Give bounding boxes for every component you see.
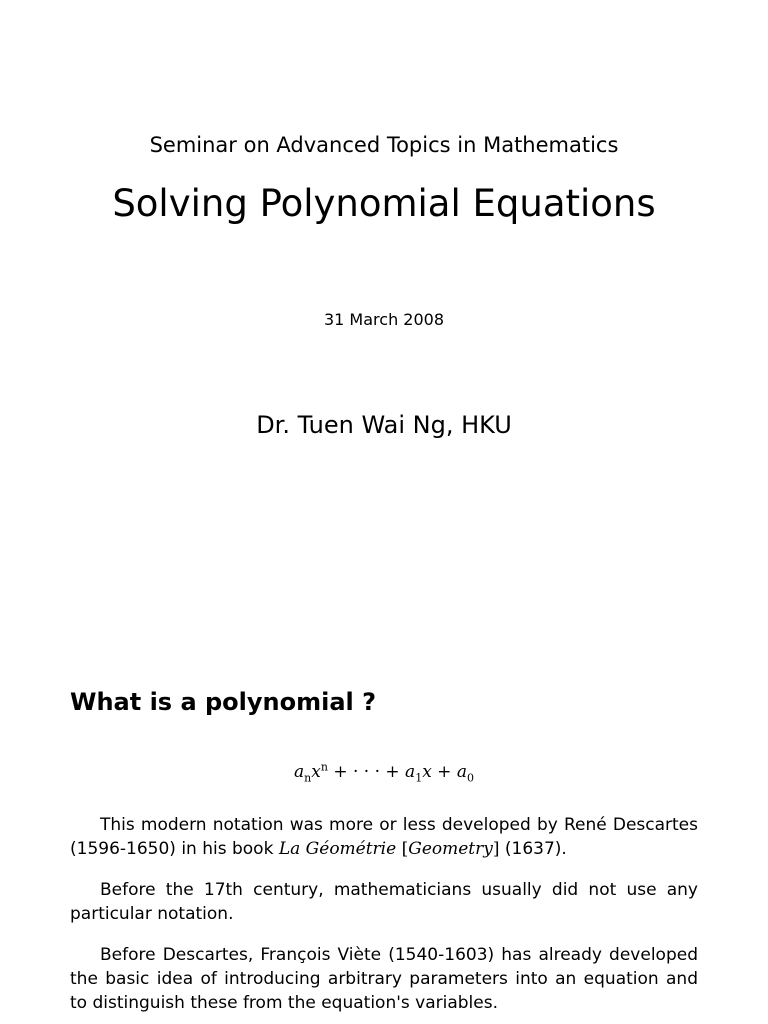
formula-subscript-1: 1	[415, 771, 423, 785]
formula-coefficient: a	[405, 762, 416, 782]
bracket-close: ]	[492, 839, 500, 859]
formula-subscript-n: n	[304, 771, 312, 785]
presentation-date: 31 March 2008	[323, 310, 445, 329]
book-translation: Geometry	[408, 839, 493, 859]
paragraph-descartes	[70, 813, 698, 861]
author-name: Dr. Tuen Wai Ng, HKU	[256, 411, 512, 439]
formula-variable: x	[311, 762, 321, 782]
formula-exponent-n: n	[320, 760, 328, 774]
paragraph-text: (1637).	[499, 839, 567, 859]
formula-plus-dots: + · · · +	[327, 762, 406, 782]
page-title: Solving Polynomial Equations	[112, 182, 656, 225]
formula-coefficient: a	[294, 762, 305, 782]
polynomial-formula	[0, 760, 768, 784]
formula-plus: +	[431, 762, 457, 782]
book-title: La Géométrie	[278, 839, 397, 859]
seminar-name: Seminar on Advanced Topics in Mathematics	[149, 133, 619, 157]
paragraph-viete: Before Descartes, François Viète (1540-1603) has already developed the basic idea of introducing arbitrary parameters into an equation and to distinguish these from the equation's variables.	[70, 945, 698, 1013]
section-heading: What is a polynomial ?	[70, 688, 377, 716]
paragraph-text: This modern notation was more or less developed by René Descartes (1596-1650) in his book	[70, 815, 698, 859]
paragraph-17th-century: Before the 17th century, mathematicians usually did not use any particular notation.	[70, 880, 698, 924]
formula-subscript-0: 0	[466, 771, 474, 785]
formula-coefficient: a	[456, 762, 467, 782]
bracket-open: [	[396, 839, 409, 859]
formula-variable: x	[422, 762, 432, 782]
